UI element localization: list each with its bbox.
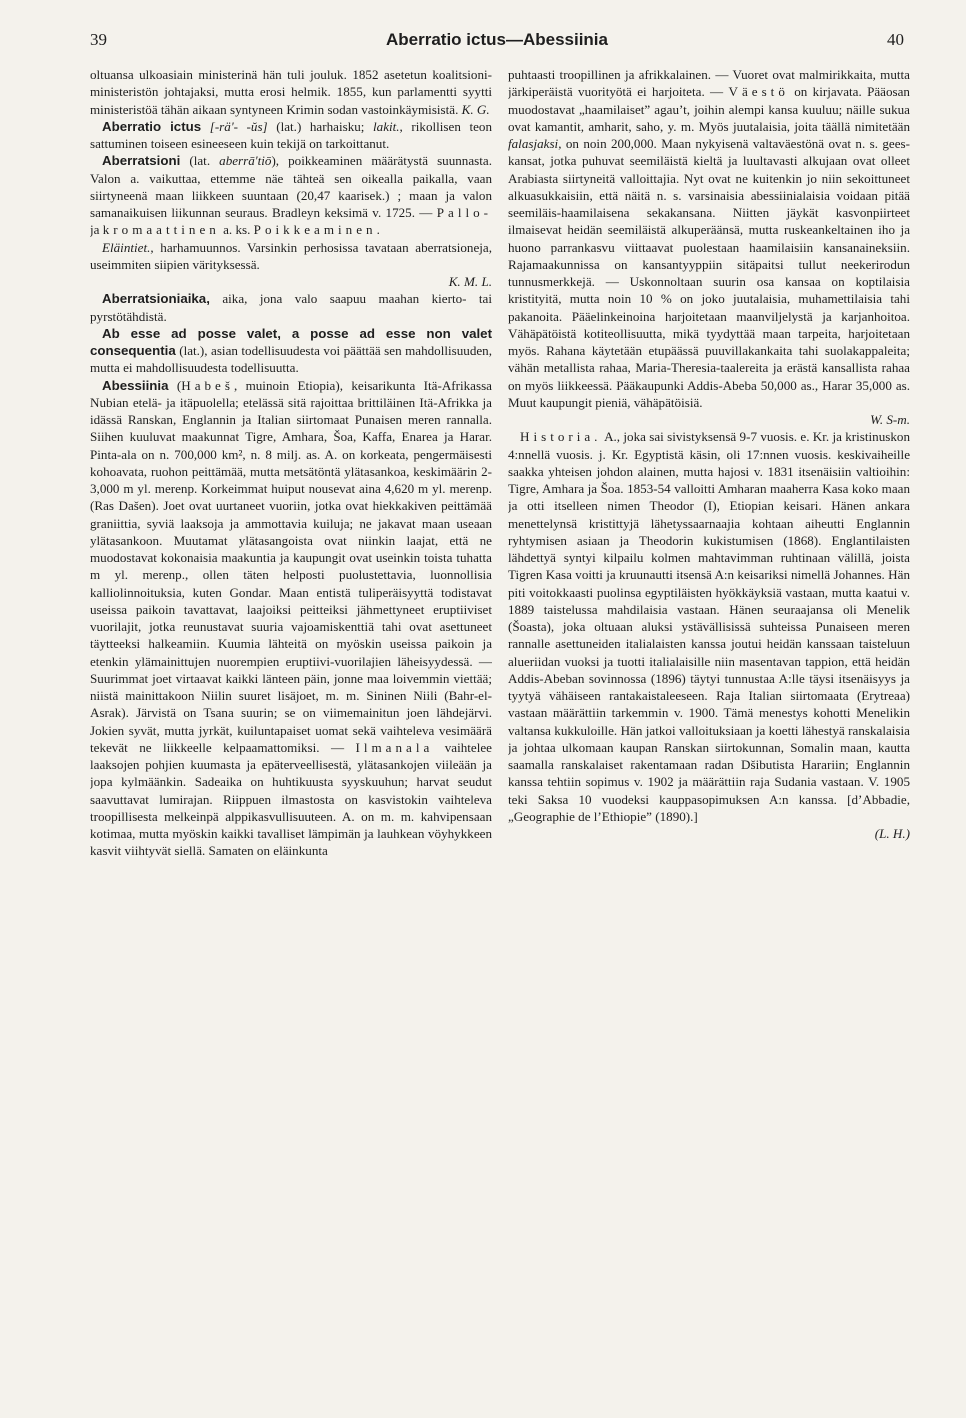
page-header xyxy=(90,30,904,56)
left-column xyxy=(90,66,492,1394)
entry-abessiinia-continued: puhtaasti troopillinen ja afrikkalainen. — Vuoret ovat malmirikkaita, mutta järkiperäistä vuorityötä ei harjoiteta. — Väestö on kirjavata. Pääosan muodostavat „haamilaiset” agau’t, joihin alempi kansa kuuluu; näille sukua ovat kamantit, amharit, saho, y. m. Myös juutalaisia, joita täällä nimitetään falasjaksi, on noin 200,000. Maan nykyisenä valtaväestönä ovat n. s. gees-kansat, jotka puhuvat seemiläistä kieltä ja luultavasti alkujaan ovat olleet Arabiasta siirtyneitä valloittajia. Nyt ovat ne kuitenkin jo niin sekoittuneet alkuasukkaisiin, että näitä n. s. varsinaisia abessiinialaisia voidaan pitää seemiläis-haamilaisena sekakansana. Niitten jäykät kasvonpiirteet ilmaisevat heidän seemiläistä alkuperäänsä, mutta ruskeankeltainen iho ja huono parrankasvu viittaavat puolestaan haamilaisiin kansanaineksiin. Rajamaakunnissa on kansantyyppiin sitäpaitsi tullut neekerirodun tunnusmerkkejä. — Uskonnoltaan suurin osa kansaa on koptilaisia kristityitä, mutta noin 10 % on joko juutalaisia, muhamettilaisia tahi pakanoita. Pääelinkeinoina harjoitetaan maanviljelystä ja karjanhoitoa. Vähäpätöistä kotiteollisuutta, mikä tyydyttää maan tarpeita, harjoitetaan myös. Rahana käytetään etupäässä puuvillakankaita tahi suolakappaleita; vähän metallista rahaa, Maria-Theresia-taalereita ja erästä kansallista rahaa on myös liikkeessä. Pääkaupunki Addis-Abeba 50,000 as., Harar 35,000 as. Muut kaupungit pieniä, vähäpätöisiä. xyxy=(508,67,910,410)
section-title: Historia. xyxy=(520,429,602,445)
headword: Aberratsioni xyxy=(102,153,181,169)
entry-abessiinia: Abessiinia (Habeš, muinoin Etiopia), keisarikunta Itä-Afrikassa Nubian etelä- ja itäpuolella; etelässä sitä rajoittaa brittiläinen Itä-Afrikka ja idässä Ranskan, Englannin ja Italian siirtomaat Punaisen meren rannalla. Siihen kuuluvat maakunnat Tigre, Amhara, Šoa, Kaffa, Enarea ja Harar. Pinta-ala on n. 700,000 km², n. 8 milj. as. A. on korkeata, pengermäisesti kohoavata, ruohon peittämää, mutta metsätöntä ylätasankoa, keskimäärin 2-3,000 m yl. merenp. Korkeimmat huiput nousevat aina 4,620 m yl. merenp. (Ras Dašen). Joet ovat uurtaneet vuoriin, jotka ovat hiekkakiven peittämää graniittia, syviä laaksoja ja ammottavia kuiluja; ne jakavat maan useaan ylätasankoon. Muutamat ylätasangoista ovat niinkin laajat, että ne muodostavat kokonaisia maakuntia ja kaupungit ovat useinkin toista tuhatta m yl. merenp., ollen täten helposti puolustettavia, luonnollisia kalliolinnoituksia, kuten Gondar. Maan entistä tuliperäisyyttä todistavat useissa paikoin tavattavat, laajoiksi peitteiksi jähmettyneet eruptiiviset vuorilajit, jotka reunustavat suuria vajoamiskenttiä tahi ovat asettuneet täytteeksi halkeamiin. Kuumia lähteitä on myöskin useissa paikoin ja etenkin ylämainittujen nuorempien eruptiivi-vuorilajien läheisyydessä. — Suurimmat joet virtaavat kaikki länteen päin, jonne maa loivemmin viettää; niistä mainittakoon Niilin suuret lisäjoet, m. m. Sininen Niili (Bahr-el-Asrak). Järvistä on Tsana suurin; se on viimemainitun joen lähdejärvi. Jokien syvät, mutta jyrkät, kuiluntapaiset uomat sekä vaihteleva vesimäärä tekevät ne liikkeelle kelpaamattomiksi. — Ilmanala vaihtelee laaksojen pohjien kuumasta ja epäterveellisestä, ylätasankojen viileään ja jopa kylmäänkin. Sadeaika on huhtikuusta syyskuuhun; harvat seudut saavuttavat lumirajan. Riippuen ilmastosta on kasvistokin vaihteleva troopillisesta melkeinpä alppikasvullisuuteen. A. on m. m. kahvipensaan kotimaa, mutta myöskin kaikki tavalliset lämpimän ja lauhkean vöyhykkeen kasvit viihtyvät siellä. Samaten on eläinkunta xyxy=(90,377,492,859)
headword: Aberratio ictus xyxy=(102,118,202,134)
entry-aberratsioni: Aberratsioni (lat. aberrā'tiō), poikkeaminen määrätystä suunnasta. Valon a. vaikuttaa, ettemme näe tähteä sen oikealla paikalla, vaan siirtyneenä maan liikkeen suuntaan (20,47 kaarisek.) ; maan ja valon samanaikuisen liikunnan seuraus. Bradleyn keksimä v. 1725. — Pallo- ja kromaattinen a. ks. Poikkeaminen. xyxy=(90,153,492,238)
signature: W. S-m. xyxy=(870,412,910,427)
page-number-left: 39 xyxy=(90,30,107,49)
running-title: Aberratio ictus—Abessiinia xyxy=(385,30,608,49)
headword: Aberratsioniaika, xyxy=(102,291,210,307)
history-section: Historia. A., joka sai sivistyksensä 9-7 vuosis. e. Kr. ja kristinuskon 4:nnellä vuosis. j. Kr. Egyptistä käsin, oli 17:nnen vuosis. keskivaiheille saakka yhteisen johdon alainen, mutta hajosi v. 1831 itsenäisiin valtioihin: Tigre, Amhara ja Šoa. 1853-54 valloitti Amharan maaherra Kasa koko maan ja otti itselleen nimen Theodor (I), Etiopian keisari. Hänen ankara menettelynsä kristittyjä lähetyssaarnaajia kohtaan aiheutti Englannin ryhtymisen asiaan ja Theodorin kukistumisen (1868). Englantilaisten lähdettyä syntyi kilpailu kolmen mahtavimman ruhtinaan välillä, joista Tigren Kasa voitti ja kruunautti itsensä A:n keisariksi nimellä Johannes. Hän piti voitokkaasti puolinsa egyptiläisten hyökkäyksiä vastaan, mutta kaatui v. 1889 taistelussa mahdilaisia vastaan. Hänen seuraajansa oli Menelik (Šoasta), joka oltuaan aluksi ystävällisissä suhteissa Punaiseen meren rannalle asettuneiden italialaisten kanssa joutui heidän kanssaan taisteluun alueriidan vuoksi ja tuotti italialaisille niin masentavan tappion, että heidän Addis-Abeban sovinnossa (1896) täytyi tunnustaa A:lle täysi itsenäisyys ja tyytyä vähäiseen rantakaistaleeseen. Raja Italian siirtomaata (Erytreaa) vastaan määrättiin tarkemmin v. 1900. Tämä menestys kohotti Menelikin valtansa kukkuloille. Hän jatkoi valloituksiaan ja koetti lähestyä ranskalaisia ja johtaa ulkomaan kaupan Ranskan siirtokunnan, Somalin maan, kautta saamalla ranskalaiset rakentamaan radan Dšibutista Harariin; Englannin kanssa tehtiin sopimus v. 1902 ja määrättiin raja Sudania vastaan. V. 1905 teki Saksa 10 vuodeksi kauppasopimuksen A:n kanssa. [d’Abbadie, „Geographie de l’Ethiopie” (1890).] xyxy=(508,429,910,824)
headword: Abessiinia xyxy=(102,377,169,393)
signature: K. G. xyxy=(461,101,490,117)
page-number-right: 40 xyxy=(887,30,904,49)
entry-aberratio-ictus: Aberratio ictus [-rä'- -ŭs] (lat.) harhaisku; lakit., rikollisen teon sattuminen toiseen esineeseen kuin tekijä on tarkoittanut. xyxy=(90,118,492,151)
entry-ab-esse-ad-posse: Ab esse ad posse valet, a posse ad esse non valet consequentia (lat.), asian todellisuudesta voi päättää sen mahdollisuuden, mutta ei mahdollisuudesta todellisuutta. xyxy=(90,325,492,376)
signature-line xyxy=(508,825,910,842)
entry-continuation: oltuansa ulkoasiain ministerinä hän tuli jouluk. 1852 asetetun koalitsioni-ministeristön johtajaksi, mutta erosi helmik. 1855, kun parlamentti syytti ministeristöä tähän aikaan syntyneen Krimin sodan vastoinkäymisistä. K. G. xyxy=(90,67,492,117)
entry-aberratsioni-zoology: Eläintiet., harhamuunnos. Varsinkin perhosissa tavataan aberratsioneja, useimmiten siipien värityksessä. xyxy=(90,239,492,272)
right-column xyxy=(508,66,910,1394)
signature: (L. H.) xyxy=(874,826,910,841)
headword: Ab esse ad posse valet, a posse ad esse non valet consequentia xyxy=(90,325,492,358)
entry-aberratsioniaika: Aberratsioniaika, aika, jona valo saapuu maahan kierto- tai pyrstötähdistä. xyxy=(90,291,492,324)
signature-line xyxy=(508,411,910,428)
signature: K. M. L. xyxy=(448,274,492,289)
signature-line xyxy=(90,273,492,290)
